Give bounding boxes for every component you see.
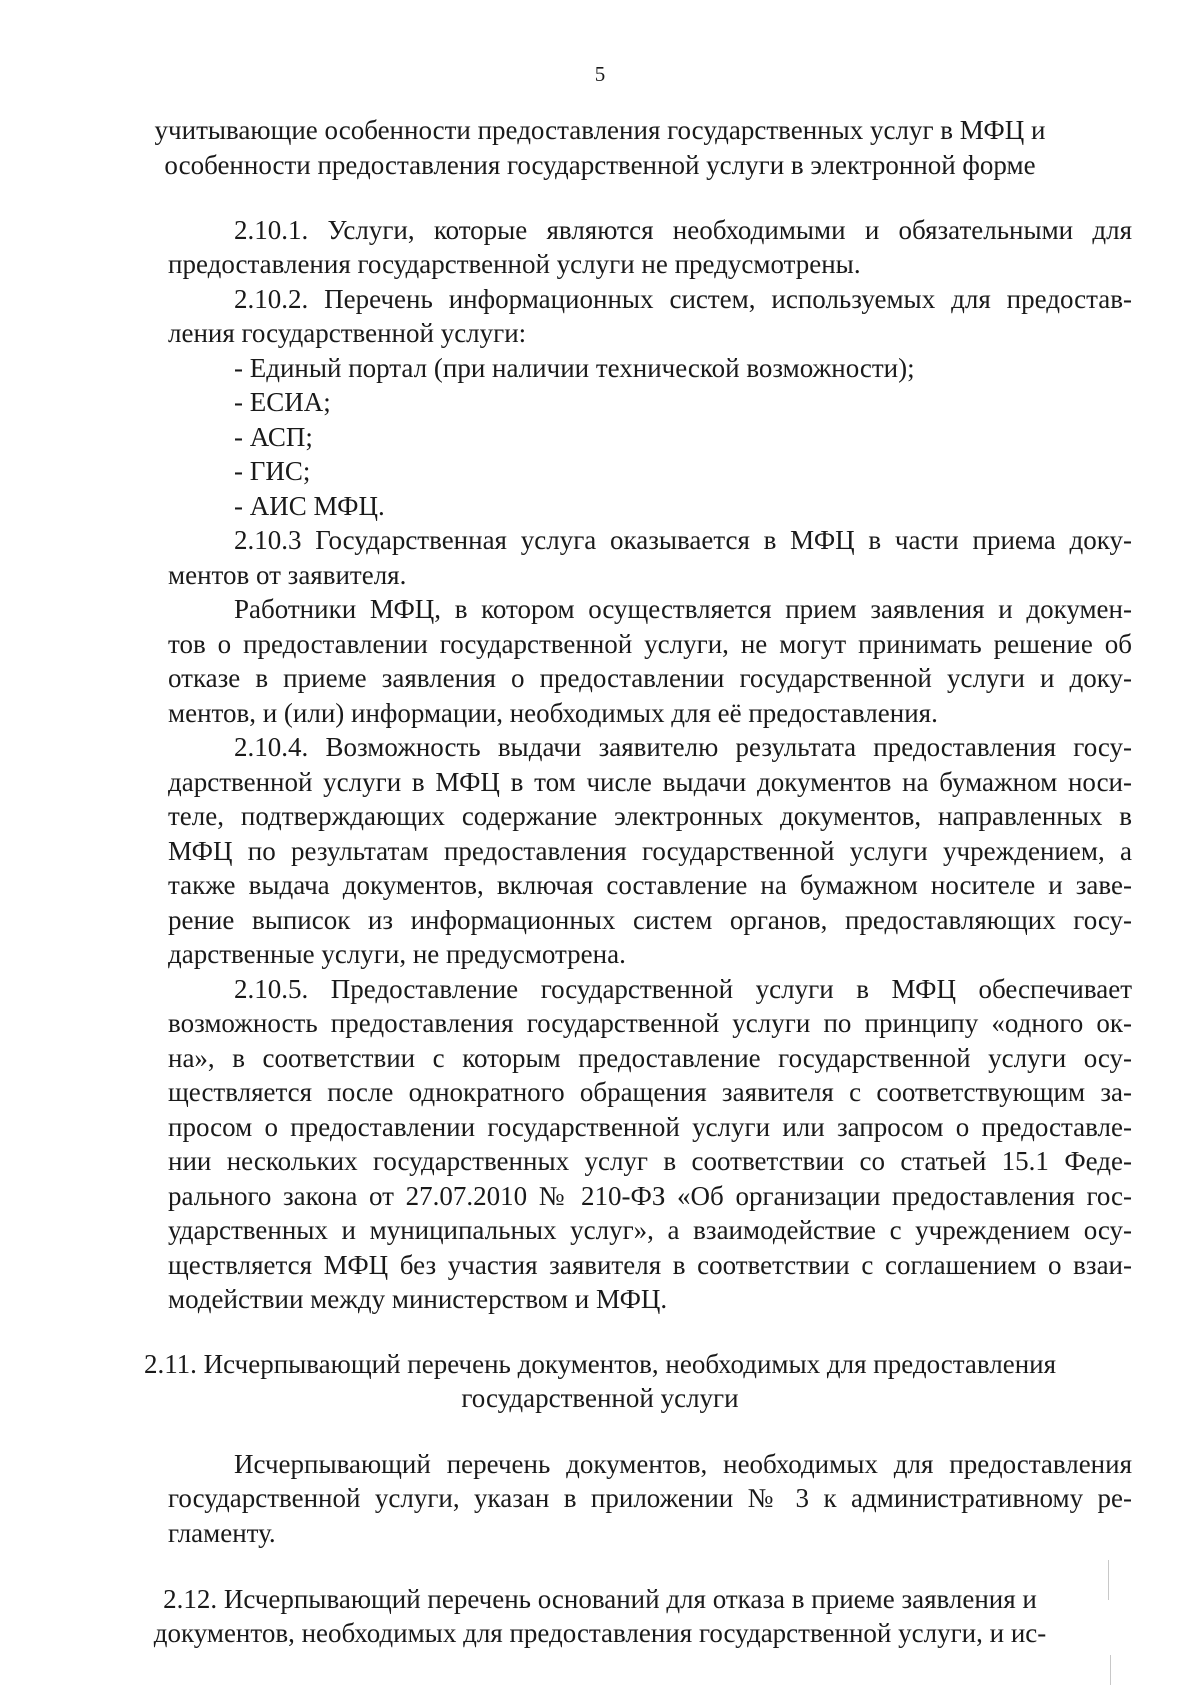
page-number: 5	[594, 62, 606, 86]
section-heading-line: 2.12. Исчерпывающий перечень оснований для отказа в приеме заявления и	[163, 1584, 1037, 1614]
paragraph-line: Исчерпывающий перечень документов, необходимых для предоставления	[234, 1449, 1132, 1479]
paragraph-line: предоставления государственной услуги не предусмотрены.	[168, 249, 861, 279]
paragraph-line: отказе в приеме заявления о предоставлении государственной услуги и доку-	[168, 663, 1132, 693]
paragraph-line: рение выписок из информационных систем органов, предоставляющих госу-	[168, 905, 1132, 935]
paragraph-line: просом о предоставлении государственной услуги или запросом о предоставле-	[168, 1112, 1132, 1142]
paragraph-line: 2.10.2. Перечень информационных систем, используемых для предостав-	[234, 284, 1132, 314]
paragraph-line: дарственной услуги в МФЦ в том числе выдачи документов на бумажном носи-	[168, 767, 1132, 797]
paragraph-line: на», в соответствии с которым предоставление государственной услуги осу-	[168, 1043, 1132, 1073]
paragraph-line: тов о предоставлении государственной услуги, не могут принимать решение об	[168, 629, 1132, 659]
paragraph-line: ществляется после однократного обращения заявителя с соответствующим за-	[168, 1077, 1132, 1107]
section-heading-line: учитывающие особенности предоставления государственных услуг в МФЦ и	[154, 115, 1046, 145]
paragraph-line: ментов от заявителя.	[168, 560, 407, 590]
list-item: - Единый портал (при наличии технической возможности);	[234, 353, 915, 383]
list-item: - ЕСИА;	[234, 387, 331, 417]
paragraph-line: ударственных и муниципальных услуг», а взаимодействие с учреждением осу-	[168, 1215, 1132, 1245]
paragraph-line: дарственные услуги, не предусмотрена.	[168, 939, 626, 969]
paragraph-line: ществляется МФЦ без участия заявителя в соответствии с соглашением о взаи-	[168, 1250, 1132, 1280]
section-heading-line: особенности предоставления государственной услуги в электронной форме	[164, 150, 1036, 180]
section-heading-line: государственной услуги	[461, 1383, 739, 1413]
paragraph-line: также выдача документов, включая составление на бумажном носителе и заве-	[168, 870, 1132, 900]
paragraph-line: рального закона от 27.07.2010 № 210-ФЗ «Об организации предоставления гос-	[168, 1181, 1132, 1211]
paragraph-line: государственной услуги, указан в приложении № 3 к административному ре-	[168, 1483, 1132, 1513]
paragraph-line: МФЦ по результатам предоставления государственной услуги учреждением, а	[168, 836, 1132, 866]
paragraph-line: модействии между министерством и МФЦ.	[168, 1284, 668, 1314]
section-heading-line: документов, необходимых для предоставления государственной услуги, и ис-	[153, 1618, 1047, 1648]
paragraph-line: нии нескольких государственных услуг в соответствии со статьей 15.1 Феде-	[168, 1146, 1132, 1176]
scan-artifact	[1108, 1560, 1109, 1600]
paragraph-line: 2.10.5. Предоставление государственной услуги в МФЦ обеспечивает	[234, 974, 1132, 1004]
paragraph-line: теле, подтверждающих содержание электронных документов, направленных в	[168, 801, 1132, 831]
paragraph-line: 2.10.3 Государственная услуга оказывается в МФЦ в части приема доку-	[234, 525, 1132, 555]
list-item: - АСП;	[234, 422, 313, 452]
paragraph-line: ментов, и (или) информации, необходимых для её предоставления.	[168, 698, 938, 728]
paragraph-line: гламенту.	[168, 1518, 276, 1548]
paragraph-line: Работники МФЦ, в котором осуществляется прием заявления и докумен-	[234, 594, 1132, 624]
paragraph-line: возможность предоставления государственной услуги по принципу «одного ок-	[168, 1008, 1132, 1038]
paragraph-line: ления государственной услуги:	[168, 318, 527, 348]
section-heading-line: 2.11. Исчерпывающий перечень документов, необходимых для предоставления	[143, 1349, 1057, 1379]
paragraph-line: 2.10.1. Услуги, которые являются необходимыми и обязательными для	[234, 215, 1132, 245]
list-item: - ГИС;	[234, 456, 311, 486]
list-item: - АИС МФЦ.	[234, 491, 385, 521]
paragraph-line: 2.10.4. Возможность выдачи заявителю результата предоставления госу-	[234, 732, 1132, 762]
scan-artifact	[1110, 1655, 1111, 1685]
